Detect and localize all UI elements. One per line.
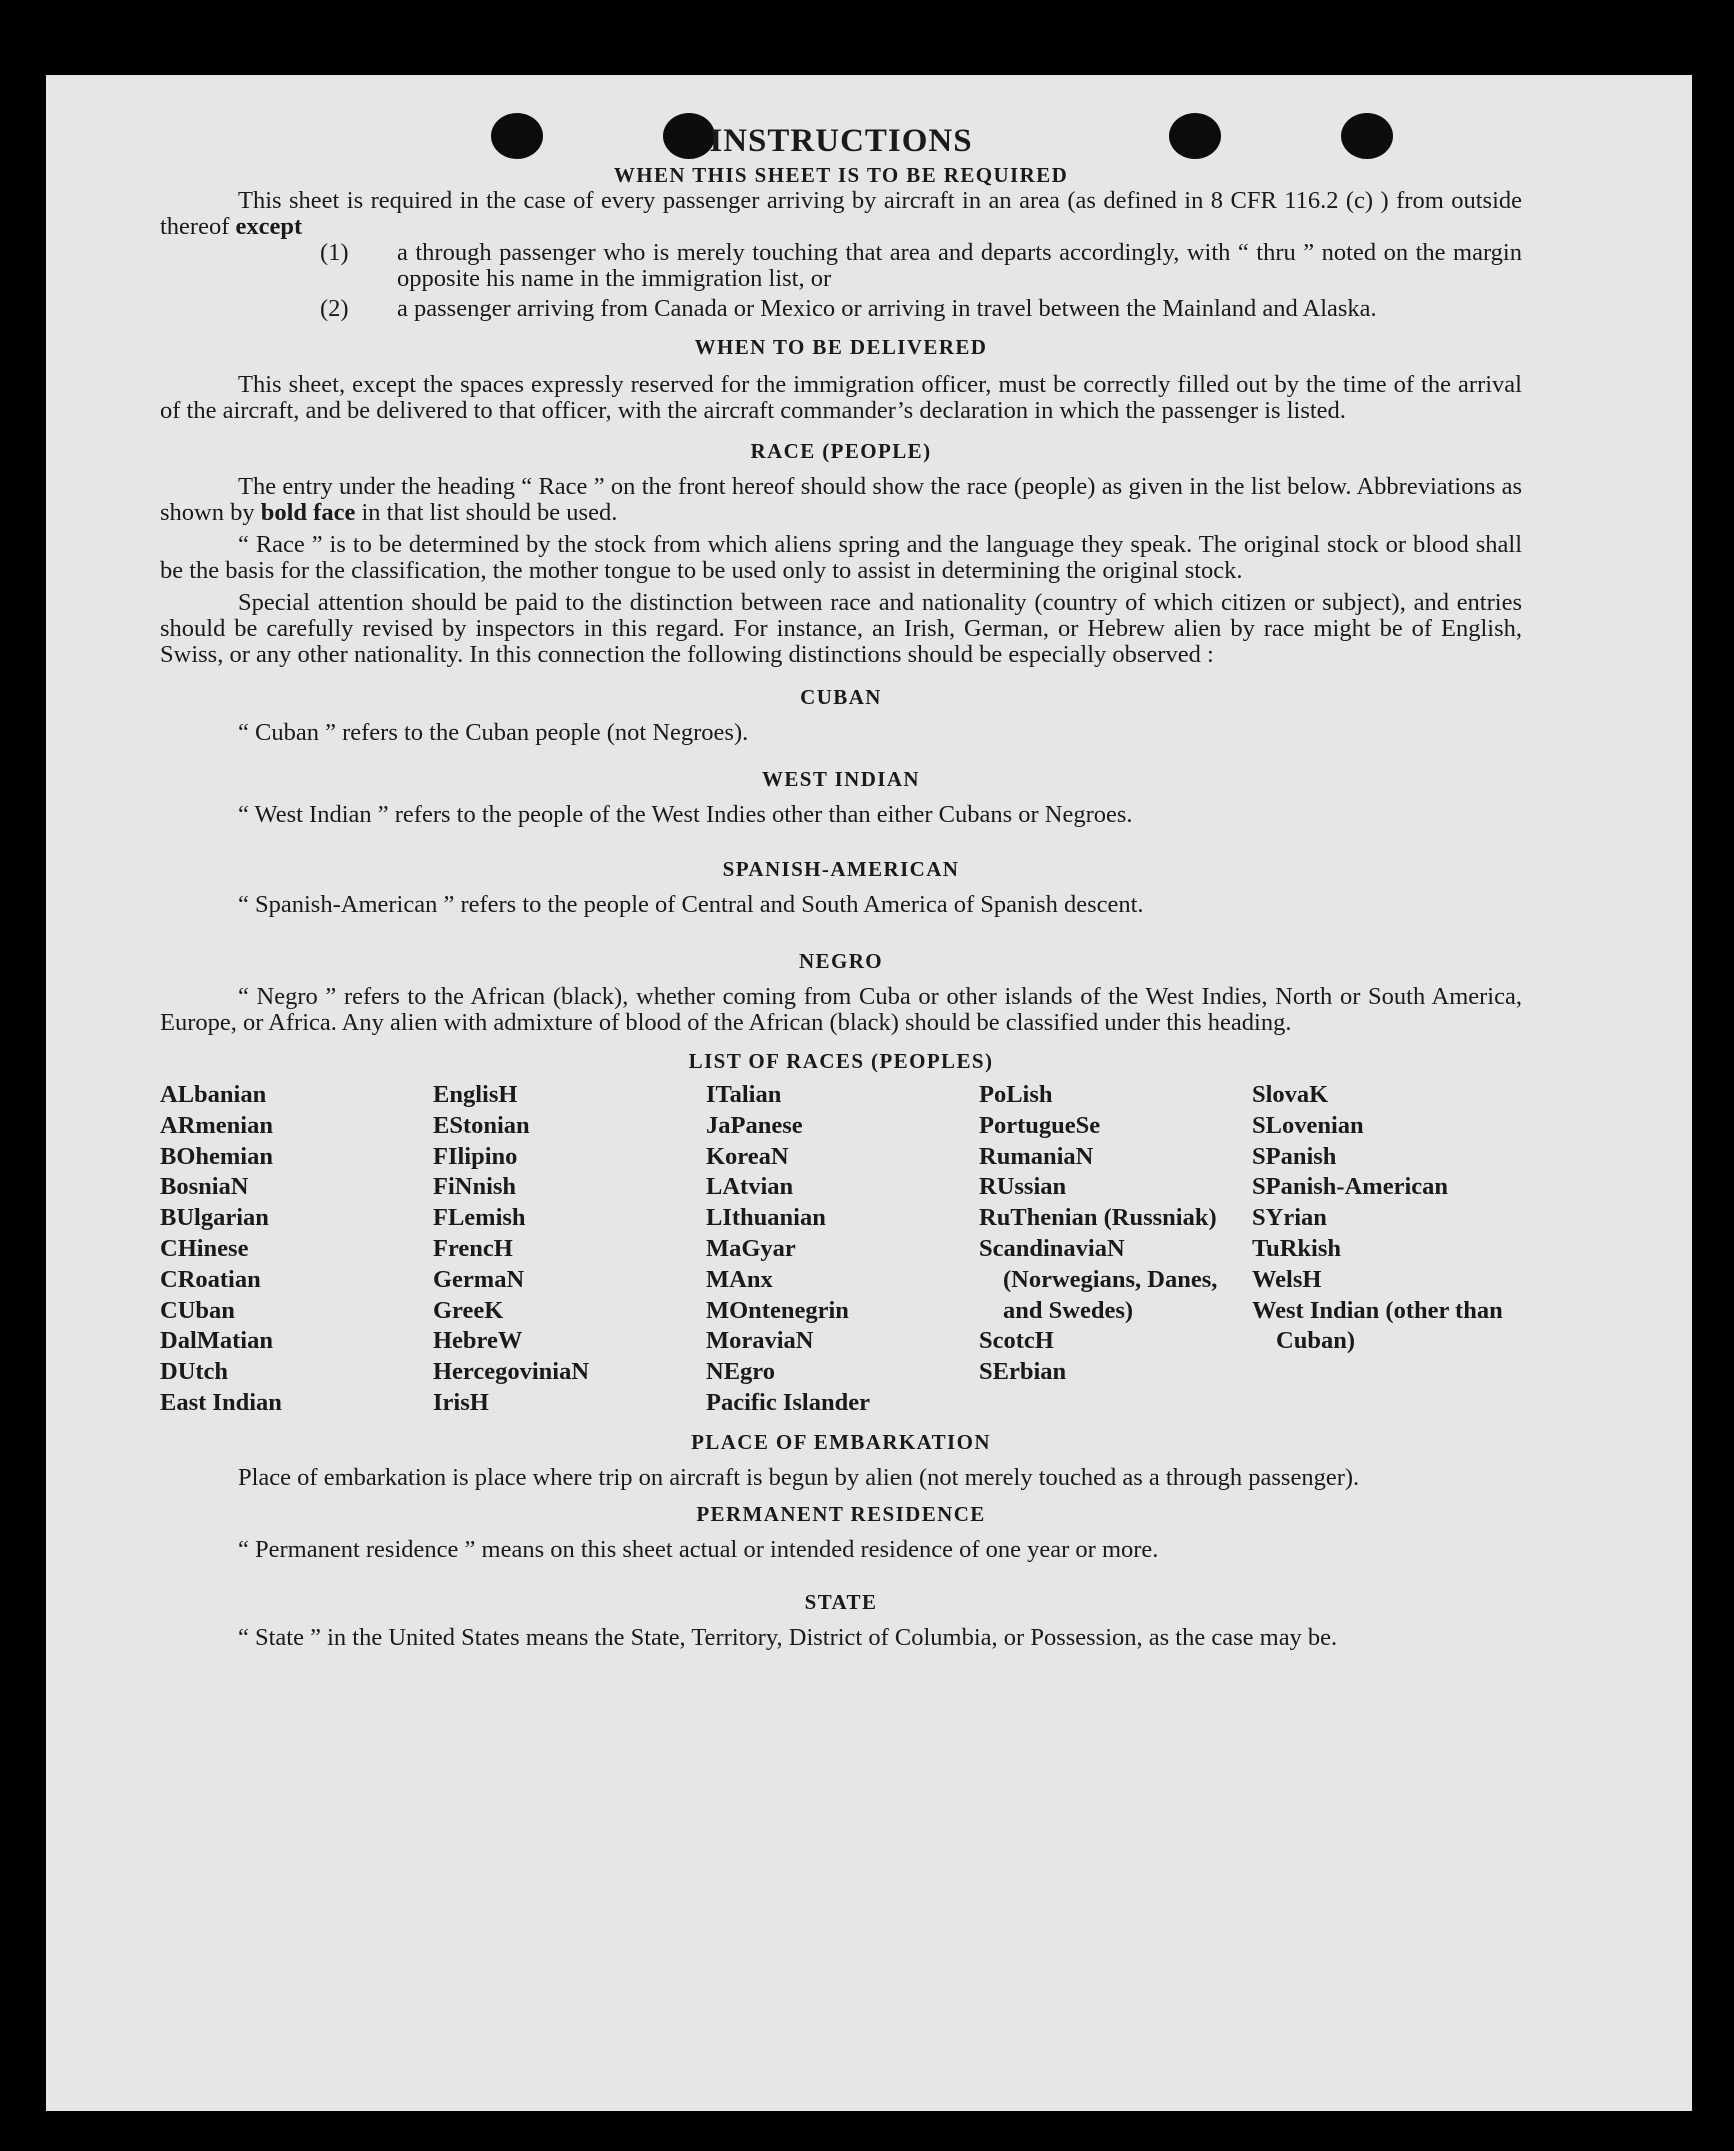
race-entry: WelsH: [1252, 1265, 1322, 1293]
races-column-1: [160, 1080, 433, 1419]
state-text: “ State ” in the United States means the State, Territory, District of Columbia, or Possession, as the case may be.: [238, 1623, 1338, 1651]
race-entry: LAtvian: [706, 1173, 794, 1201]
race-heading: RACE (PEOPLE): [750, 439, 932, 463]
race-entry: RUssian: [979, 1173, 1067, 1201]
negro-heading: NEGRO: [798, 949, 883, 973]
race-entry: SLovenian: [1252, 1111, 1364, 1139]
race-entry: Pacific Islander: [706, 1388, 870, 1416]
exception-item: (2) a passenger arriving from Canada or Mexico or arriving in travel between the Mainland and Alaska.: [320, 295, 1377, 322]
race-entry: MAnx: [706, 1265, 773, 1293]
when-required-heading: WHEN THIS SHEET IS TO BE REQUIRED: [613, 163, 1069, 187]
west-indian-text: “ West Indian ” refers to the people of the West Indies other than either Cubans or Negroes.: [238, 801, 1133, 828]
state-heading: STATE: [804, 1589, 878, 1614]
race-entry: PortugueSe: [979, 1111, 1101, 1139]
race-entry: CUban: [160, 1296, 235, 1324]
race-entry: SYrian: [1252, 1204, 1327, 1232]
race-entry: ARmenian: [160, 1111, 273, 1139]
race-entry: HebreW: [433, 1327, 523, 1355]
races-column-2: [433, 1080, 706, 1419]
race-entry: ALbanian: [160, 1081, 267, 1108]
spanish-american-text: “ Spanish-American ” refers to the people of Central and South America of Spanish descent.: [238, 891, 1144, 918]
race-entry: RumaniaN: [979, 1142, 1094, 1170]
race-entry: IrisH: [433, 1388, 489, 1416]
race-entry: BosniaN: [160, 1173, 249, 1201]
embarkation-text: Place of embarkation is place where trip on aircraft is begun by alien (not merely touched as a through passenger).: [238, 1463, 1360, 1491]
race-entry: BUlgarian: [160, 1204, 269, 1232]
race-paragraph-3: Special attention should be paid to the distinction between race and nationality (country of which citizen or subject), and entries should be carefully revised by inspectors in this regard. For instance, an Irish, German, or Hebrew alien by race might be of English, Swiss, or any other nationality. In this connection the following distinctions should be especially observed :: [160, 589, 1522, 668]
race-entry: EnglisH: [433, 1081, 518, 1108]
race-entry: SlovaK: [1252, 1081, 1329, 1108]
cuban-text: “ Cuban ” refers to the Cuban people (not Negroes).: [238, 719, 749, 746]
cuban-heading: CUBAN: [800, 685, 882, 709]
race-entry: MoraviaN: [706, 1327, 814, 1355]
residence-text: “ Permanent residence ” means on this sheet actual or intended residence of one year or more.: [238, 1535, 1159, 1563]
race-entry: GreeK: [433, 1296, 504, 1324]
race-entry: DUtch: [160, 1358, 229, 1386]
residence-heading: PERMANENT RESIDENCE: [696, 1501, 986, 1526]
race-entry: SErbian: [979, 1358, 1067, 1386]
race-entry: CHinese: [160, 1234, 249, 1262]
race-entry: NEgro: [706, 1358, 775, 1386]
race-entry: PoLish: [979, 1081, 1053, 1108]
when-delivered-heading: WHEN TO BE DELIVERED: [694, 335, 988, 359]
when-delivered-text: This sheet, except the spaces expressly reserved for the immigration officer, must be correctly filled out by the time of the arrival of the aircraft, and be delivered to that officer, with the aircraft commander’s declaration in which the passenger is listed.: [160, 371, 1522, 424]
when-required-intro: This sheet is required in the case of every passenger arriving by aircraft in an area (as defined in 8 CFR 116.2 (c) ) from outside thereof except: [160, 187, 1522, 240]
races-column-4: [979, 1080, 1252, 1419]
races-column-5: [1252, 1080, 1522, 1419]
race-entry: EStonian: [433, 1111, 530, 1139]
negro-text: “ Negro ” refers to the African (black), whether coming from Cuba or other islands of the West Indies, North or South America, Europe, or Africa. Any alien with admixture of blood of the African (black) should be classified under this heading.: [160, 983, 1522, 1036]
spanish-american-heading: SPANISH-AMERICAN: [722, 857, 960, 881]
races-list-heading: LIST OF RACES (PEOPLES): [688, 1049, 994, 1073]
race-entry: TuRkish: [1252, 1234, 1342, 1262]
exception-item: (1) a through passenger who is merely touching that area and departs accordingly, with “ thru ” noted on the margin opposite his name in the immigration list, or: [320, 239, 1522, 292]
race-paragraph-2: “ Race ” is to be determined by the stock from which aliens spring and the language they speak. The original stock or blood shall be the basis for the classification, the mother tongue to be used only to assist in determining the original stock.: [160, 531, 1522, 584]
race-entry: SPanish: [1252, 1142, 1337, 1170]
race-entry: LIthuanian: [706, 1204, 826, 1232]
race-entry: KoreaN: [706, 1142, 789, 1170]
race-entry: FrencH: [433, 1234, 513, 1262]
embarkation-heading: PLACE OF EMBARKATION: [691, 1429, 991, 1454]
page-title: INSTRUCTIONS: [709, 123, 973, 159]
race-paragraph-1: The entry under the heading “ Race ” on the front hereof should show the race (people) as given in the list below. Abbreviations as shown by bold face in that list should be used.: [160, 473, 1522, 526]
race-entry: GermaN: [433, 1265, 525, 1293]
race-entry: HercegoviniaN: [433, 1358, 590, 1386]
race-entry: West Indian (other than Cuban): [1252, 1296, 1503, 1355]
race-entry: CRoatian: [160, 1265, 261, 1293]
races-column-3: [706, 1080, 979, 1419]
race-entry: BOhemian: [160, 1142, 273, 1170]
races-list: [160, 1080, 1522, 1419]
race-entry: JaPanese: [706, 1111, 803, 1139]
race-entry: MaGyar: [706, 1234, 796, 1262]
instructions-content: [160, 123, 1522, 1651]
race-entry: DalMatian: [160, 1327, 273, 1355]
west-indian-heading: WEST INDIAN: [762, 767, 920, 791]
race-entry: ScandinaviaN (Norwegians, Danes, and Swedes): [979, 1234, 1218, 1324]
race-entry: FIlipino: [433, 1142, 518, 1170]
race-entry: ScotcH: [979, 1327, 1054, 1355]
race-entry: East Indian: [160, 1388, 282, 1416]
race-entry: ITalian: [706, 1081, 782, 1108]
race-entry: FLemish: [433, 1204, 526, 1232]
race-entry: FiNnish: [433, 1173, 517, 1201]
race-entry: MOntenegrin: [706, 1296, 849, 1324]
race-entry: SPanish-American: [1252, 1173, 1448, 1201]
race-entry: RuThenian (Russniak): [979, 1204, 1217, 1232]
